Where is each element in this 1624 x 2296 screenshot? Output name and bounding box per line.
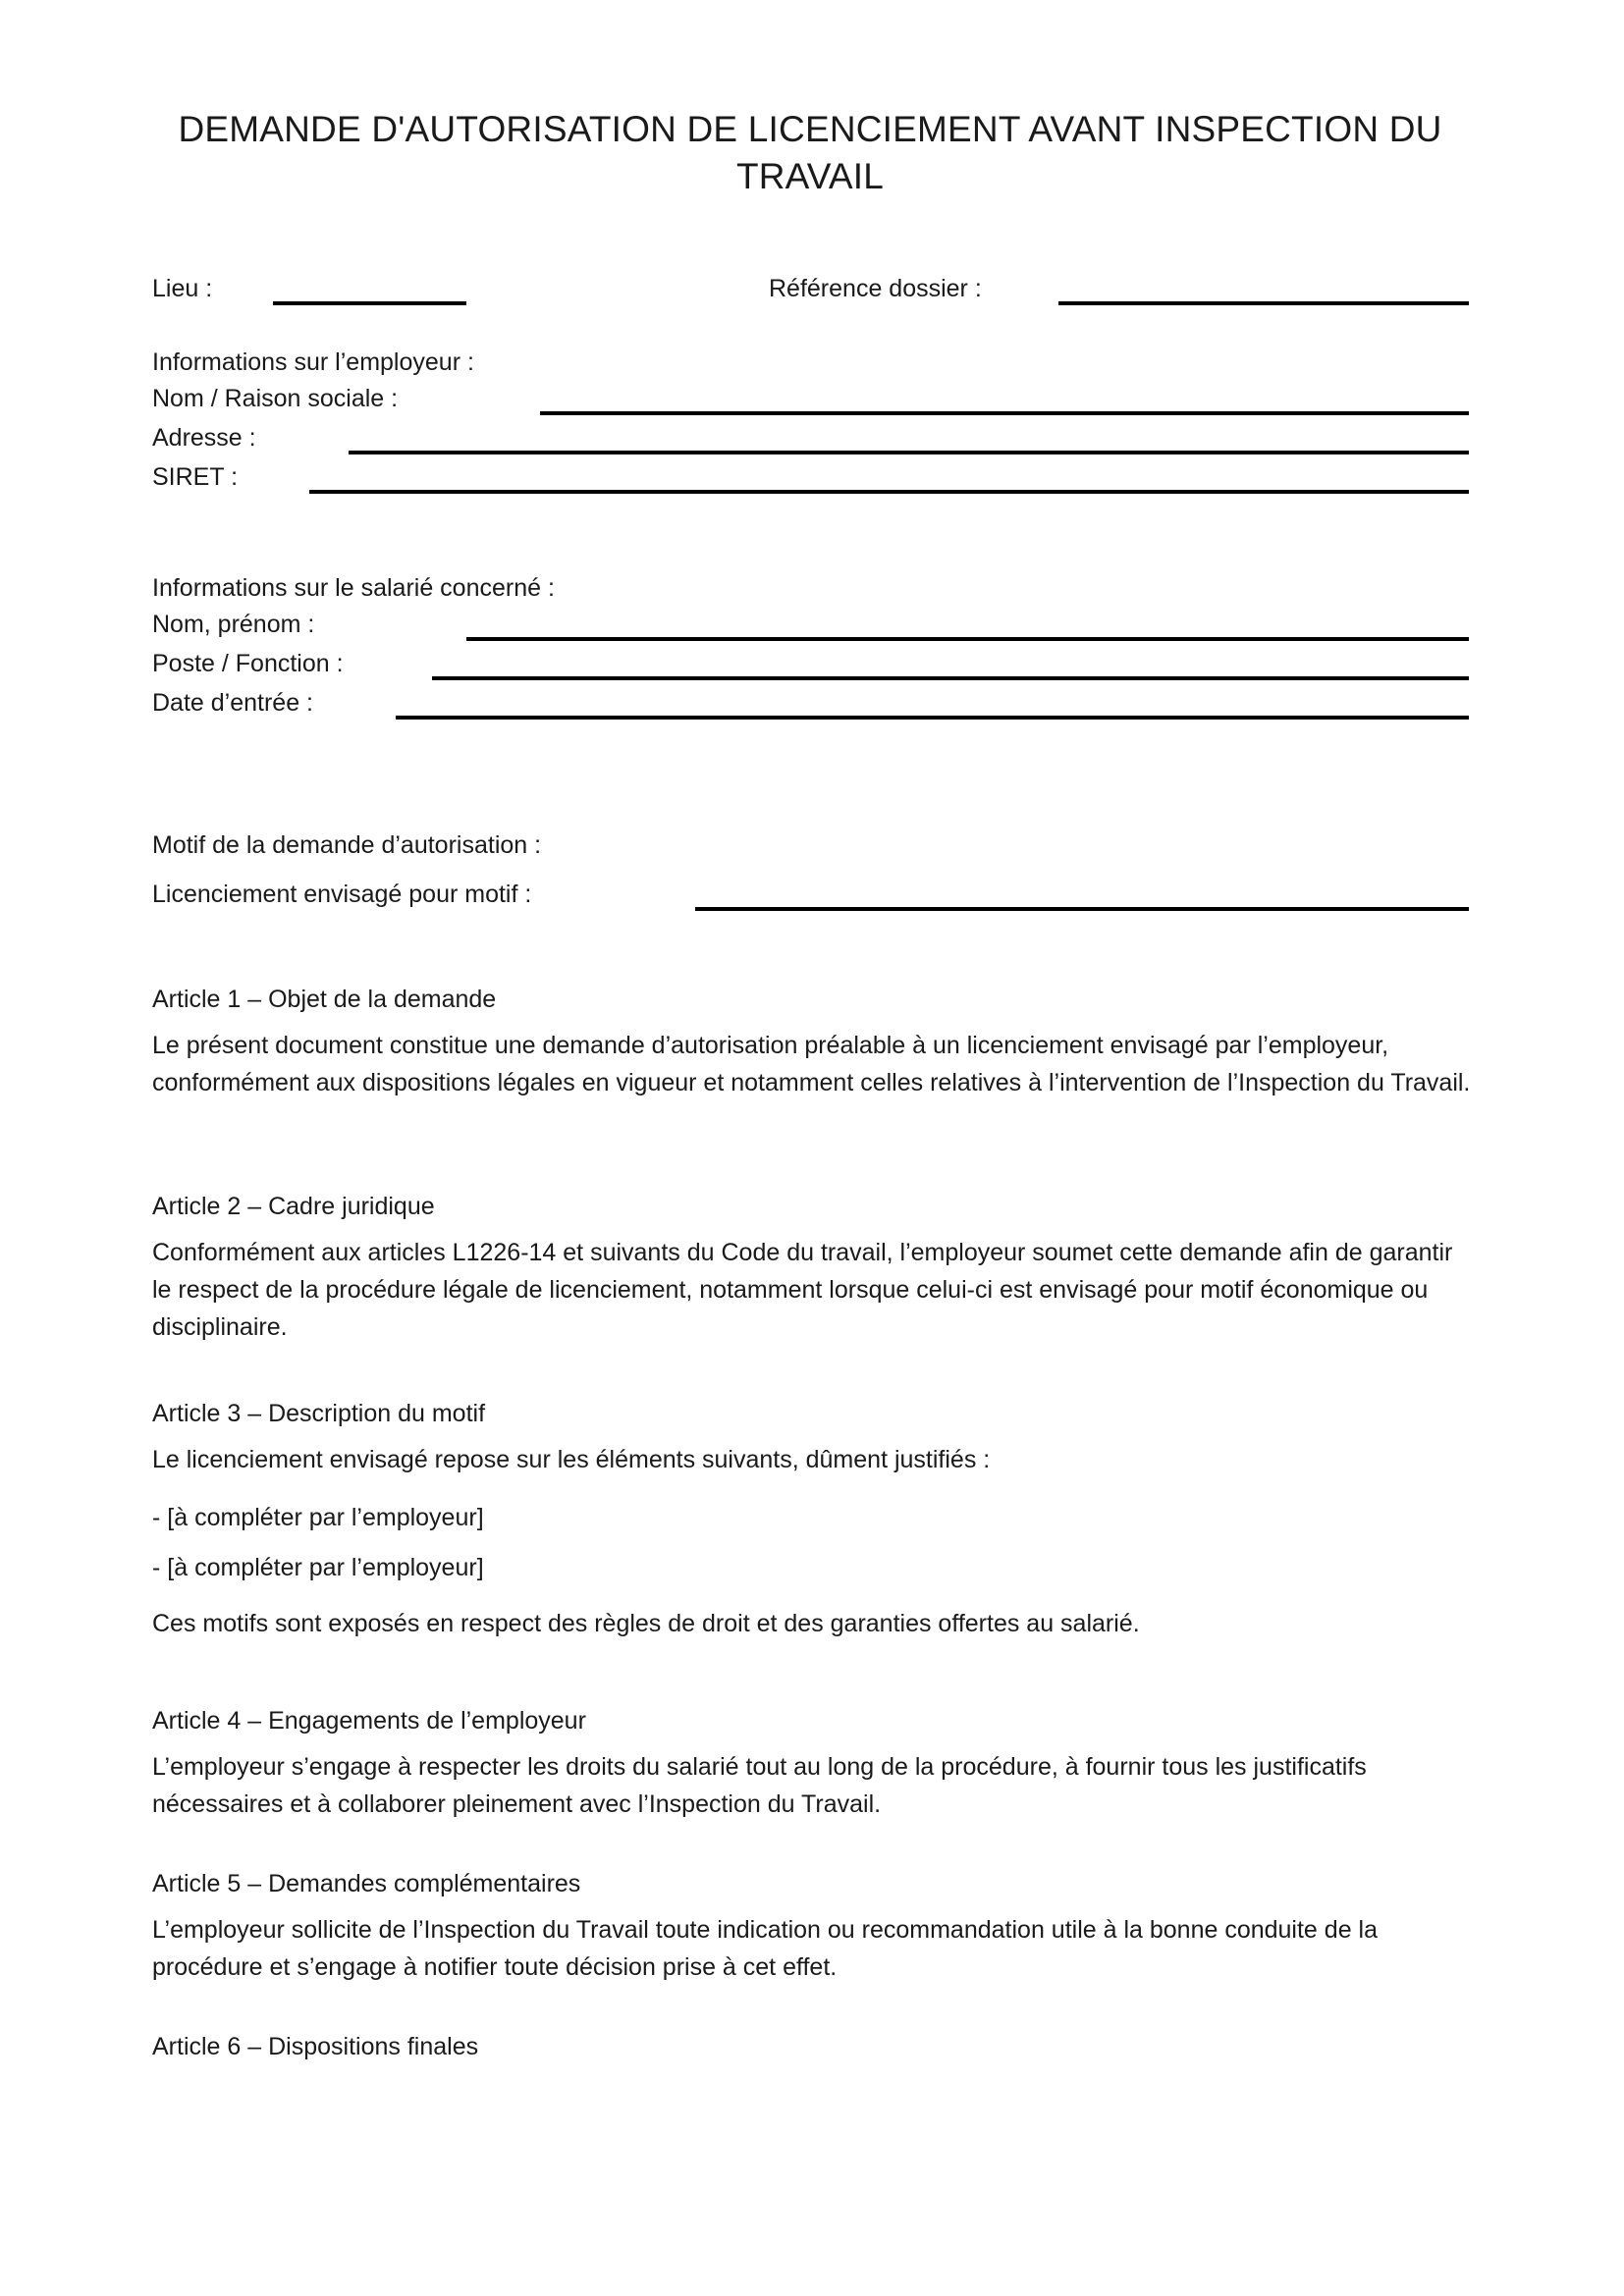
nom-raison-sociale-input-rule[interactable] (540, 411, 1469, 415)
nom-prenom-label: Nom, prénom : (152, 611, 315, 638)
lieu-input-rule[interactable] (273, 301, 466, 305)
motif-section-heading: Motif de la demande d’autorisation : (152, 831, 542, 859)
article-5-body: L’employeur sollicite de l’Inspection du Travail toute indication ou recommandation utile à la bonne conduite de la procédure et s’engage à notifier toute décision prise à cet effet. (152, 1916, 1378, 1981)
article-3-heading: Article 3 – Description du motif (152, 1400, 486, 1427)
field-row-nom-raison-sociale (152, 383, 1473, 416)
lieu-label: Lieu : (152, 275, 213, 302)
licenciement-motif-label: Licenciement envisagé pour motif : (152, 881, 532, 908)
siret-label: SIRET : (152, 463, 239, 491)
siret-input-rule[interactable] (309, 490, 1469, 494)
field-row-lieu-reference (152, 273, 1473, 306)
date-entree-input-rule[interactable] (396, 716, 1469, 720)
employer-section-heading: Informations sur l’employeur : (152, 348, 474, 376)
article-3-bullet-2: - [à compléter par l’employeur] (152, 1554, 484, 1581)
page-title: DEMANDE D'AUTORISATION DE LICENCIEMENT AVANT INSPECTION DU TRAVAIL (178, 109, 1442, 196)
adresse-input-rule[interactable] (349, 451, 1469, 454)
article-6-heading: Article 6 – Dispositions finales (152, 2033, 479, 2060)
article-1-body: Le présent document constitue une demande d’autorisation préalable à un licenciement envisagé par l’employeur, conformément aux dispositions légales en vigueur et notamment celles relatives à l’intervention de l’Inspection du Travail. (152, 1032, 1471, 1096)
field-row-licenciement-motif (152, 879, 1473, 912)
reference-dossier-label: Référence dossier : (769, 275, 982, 302)
article-3-bullet-1: - [à compléter par l’employeur] (152, 1504, 484, 1531)
field-row-poste-fonction (152, 648, 1473, 681)
licenciement-motif-input-rule[interactable] (695, 907, 1469, 911)
date-entree-label: Date d’entrée : (152, 689, 313, 717)
article-3-intro: Le licenciement envisagé repose sur les éléments suivants, dûment justifiés : (152, 1446, 991, 1473)
employee-section-heading: Informations sur le salarié concerné : (152, 574, 555, 602)
nom-prenom-input-rule[interactable] (466, 637, 1469, 641)
article-5-heading: Article 5 – Demandes complémentaires (152, 1870, 581, 1897)
article-4-body: L’employeur s’engage à respecter les droits du salarié tout au long de la procédure, à fournir tous les justificatifs nécessaires et à collaborer pleinement avec l’Inspection du Travail. (152, 1753, 1367, 1818)
poste-fonction-label: Poste / Fonction : (152, 650, 344, 677)
field-row-adresse (152, 422, 1473, 455)
article-2-heading: Article 2 – Cadre juridique (152, 1193, 435, 1220)
article-1-heading: Article 1 – Objet de la demande (152, 986, 497, 1013)
nom-raison-sociale-label: Nom / Raison sociale : (152, 385, 399, 412)
field-row-nom-prenom (152, 609, 1473, 642)
article-3-closing: Ces motifs sont exposés en respect des règles de droit et des garanties offertes au salarié. (152, 1610, 1140, 1637)
adresse-label: Adresse : (152, 424, 256, 452)
poste-fonction-input-rule[interactable] (432, 676, 1469, 680)
article-2-body: Conformément aux articles L1226-14 et suivants du Code du travail, l’employeur soumet cette demande afin de garantir le respect de la procédure légale de licenciement, notamment lorsque celui-ci est envisagé pour motif économique ou disciplinaire. (152, 1239, 1453, 1341)
reference-dossier-input-rule[interactable] (1058, 301, 1469, 305)
field-row-siret (152, 461, 1473, 495)
field-row-date-entree (152, 687, 1473, 721)
article-4-heading: Article 4 – Engagements de l’employeur (152, 1707, 586, 1735)
